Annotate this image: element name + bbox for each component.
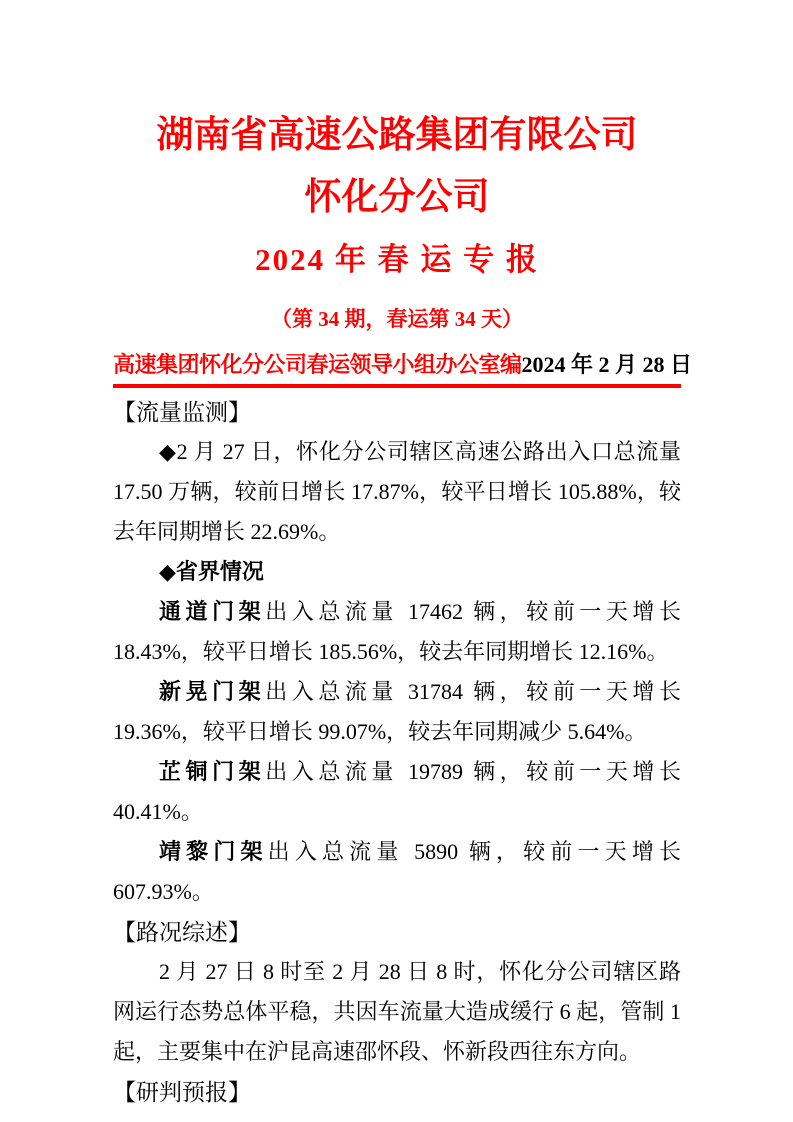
bold-run-in-label: 芷铜门架 [159, 759, 266, 784]
paragraph [113, 672, 681, 752]
section-heading-0: 【流量监测】 [113, 399, 251, 425]
editor-row [113, 348, 693, 388]
text-run: 出入总流量 5890 辆，较前一天增长 607.93%。 [113, 839, 681, 904]
text-run: 2 月 27 日 8 时至 2 月 28 日 8 时，怀化分公司辖区路网运行态势总体平稳，共因车流量大造成缓行 6 起，管制 1 起，主要集中在沪昆高速邵怀段、怀新段西往东方向。 [113, 959, 681, 1064]
doc-title-line2: 怀化分公司 [304, 176, 490, 217]
text-run: ◆2 月 27 日，怀化分公司辖区高速公路出入口总流量 17.50 万辆，较前日增长 17.87%，较平日增长 105.88%，较去年同期增长 22.69%。 [113, 439, 681, 544]
paragraph [113, 752, 681, 832]
editor-label: 高速集团怀化分公司春运领导小组办公室编 [113, 352, 522, 377]
text-run: 出入总流量 19789 辆，较前一天增长 40.41%。 [113, 759, 681, 824]
doc-title-line1: 湖南省高速公路集团有限公司 [156, 114, 638, 155]
paragraph [113, 952, 681, 1072]
paragraph [113, 832, 681, 912]
text-run: 出入总流量 17462 辆，较前一天增长 18.43%，较平日增长 185.56%，较去年同期增长 12.16%。 [113, 599, 681, 664]
section-heading-1: 【路况综述】 [113, 919, 251, 945]
paragraph [113, 552, 681, 592]
paragraph [113, 432, 681, 552]
issue-date: 2024 年 2 月 28 日 [521, 352, 693, 377]
text-run: 出入总流量 31784 辆，较前一天增长 19.36%，较平日增长 99.07%，较去年同期减少 5.64%。 [113, 679, 681, 744]
doc-title-line3: 2024 年 春 运 专 报 [255, 242, 539, 277]
issue-number-line: （第 34 期，春运第 34 天） [271, 307, 523, 331]
bold-run-in-label: 新晃门架 [159, 679, 266, 704]
paragraph [113, 592, 681, 672]
bold-run-in-label: 靖黎门架 [159, 839, 268, 864]
bold-run-in-label: 通道门架 [159, 599, 266, 624]
document-body [113, 392, 681, 1112]
bold-run-in-label: ◆省界情况 [159, 559, 264, 584]
section-heading-2: 【研判预报】 [113, 1079, 251, 1105]
